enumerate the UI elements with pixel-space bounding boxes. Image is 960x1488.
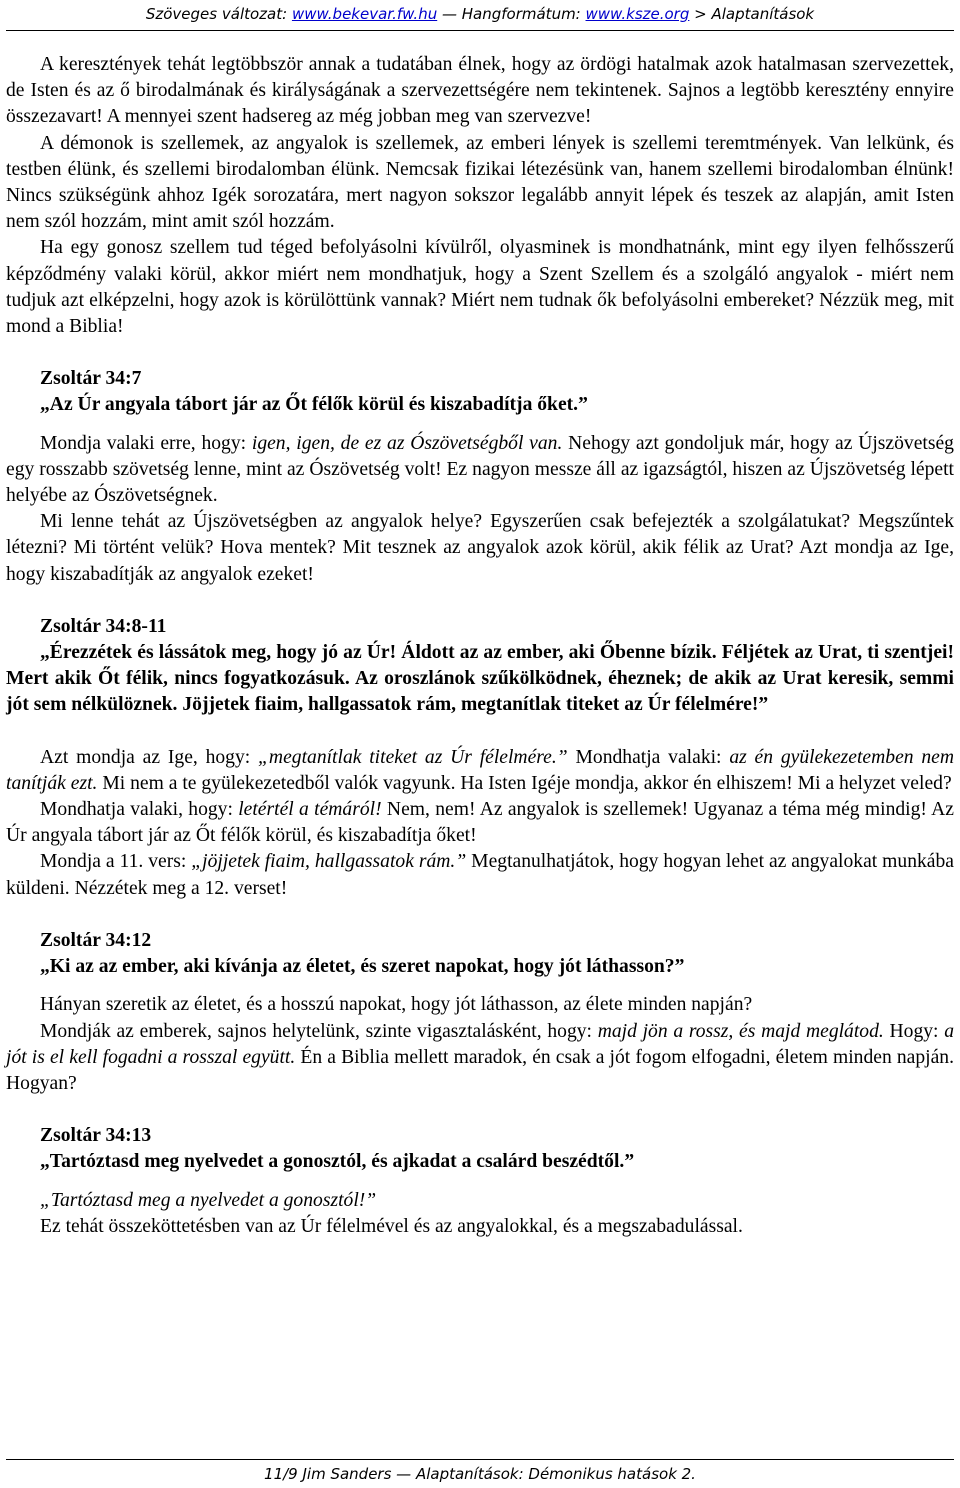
paragraph-12: Ez tehát összeköttetésben van az Úr félelmével és az angyalokkal, és a megszabadulással.: [40, 1215, 743, 1237]
italic-run: a jót is el kell fogadni a rosszal együtt.: [6, 1020, 954, 1068]
paragraph-8: [6, 849, 954, 901]
spacer: [6, 980, 954, 992]
italic-run: „jöjjetek fiaim, hallgassatok rám.”: [191, 851, 467, 873]
header-prefix: Szöveges változat:: [145, 5, 292, 23]
page-footer: 11/9 Jim Sanders — Alaptanítások: Démonikus hatások 2.: [264, 1465, 696, 1483]
header-middle: — Hangformátum:: [437, 5, 586, 23]
paragraph-7: [6, 797, 954, 849]
scripture-verse-4: „Tartóztasd meg nyelvedet a gonosztól, és ajkadat a csalárd beszédtől.”: [40, 1151, 635, 1173]
text-run: Mondják az emberek, sajnos helytelünk, szinte vigasztalásként, hogy:: [40, 1020, 598, 1042]
header-suffix: > Alaptanítások: [689, 5, 815, 23]
paragraph-10: [6, 1019, 954, 1098]
paragraph-2: A démonok is szellemek, az angyalok is szellemek, az emberi lények is szellemi teremtmények. Van lelkünk, és testben élünk, és szellemi birodalomban élünk. Nemcsak fizikai létezésünk van, hanem szellemi birodalomban élnünk! Nincs szükségünk ahhoz Igék sorozatára, mert nagyon sokszor legalább annyit lépek és teszek az alapján, amit Isten nem szól hozzám, mint amit szól hozzám.: [6, 132, 954, 233]
page-header: [0, 0, 960, 30]
text-run: Hogy:: [883, 1020, 945, 1042]
italic-run: az én gyülekezetemben nem tanítják ezt.: [6, 746, 955, 794]
text-run: Nem, nem! Az angyalok is szellemek! Ugyanaz a téma még mindig! Az Úr angyala tábort jár az Őt félők körül, és kiszabadítja őket!: [6, 799, 954, 847]
scripture-verse-2: „Érezzétek és lássátok meg, hogy jó az Úr! Áldott az az ember, aki Őbenne bízik. Féljétek az Urat, ti szentjei! Mert akik Őt félik, nincs fogyatkozásuk. Az oroszlánok szűkölködnek, éheznek; de akik az Urat keresik, semmi jót sem nélkülöznek. Jöjjetek fiaim, hallgassatok rám, megtanítlak titeket az Úr félelmére!”: [6, 642, 954, 716]
spacer: [6, 340, 954, 366]
italic-run: „Tartóztasd meg a nyelvedet a gonosztól!”: [40, 1189, 377, 1211]
scripture-reference-4: Zsoltár 34:13: [40, 1125, 152, 1147]
italic-run: letértél a témáról!: [238, 799, 382, 821]
scripture-reference-1: Zsoltár 34:7: [40, 368, 142, 390]
paragraph-6: [6, 745, 954, 797]
text-run: Mi nem a te gyülekezetedből valók vagyunk. Ha Isten Igéje mondja, akkor én elhiszem! Mi a helyzet veled?: [97, 772, 952, 794]
text-run: Én a Biblia mellett maradok, én csak a jót fogom elfogadni, életem minden napján. Hogyan?: [6, 1046, 954, 1094]
spacer: [6, 719, 954, 745]
paragraph-3: Ha egy gonosz szellem tud téged befolyásolni kívülről, olyasminek is mondhatnánk, mint egy ilyen felhősszerű képződmény valaki körül, akkor miért nem mondhatjuk, hogy a Szent Szellem és a szolgáló angyalok - miért nem tudjuk azt elképzelni, hogy azok is körülöttünk vannak? Miért nem tudnak ők befolyásolni embereket? Nézzük meg, mit mond a Biblia!: [6, 237, 954, 338]
scripture-reference-2: Zsoltár 34:8-11: [40, 615, 167, 637]
italic-run: majd jön a rossz, és majd meglátod.: [597, 1020, 884, 1042]
text-run: Mondja a 11. vers:: [40, 851, 192, 873]
paragraph-11: [6, 1188, 954, 1214]
paragraph-1: A keresztények tehát legtöbbször annak a tudatában élnek, hogy az ördögi hatalmak azok hatalmasan szervezettek, de Isten és az ő birodalmának és királyságának a szervezettségére nem tekintenek. Sajnos a legtöbb keresztény ennyire összezavart! A mennyei szent hadsereg az még jobban meg van szervezve!: [6, 54, 954, 128]
ksze-link[interactable]: www.ksze.org: [585, 5, 690, 23]
paragraph-4: [6, 431, 954, 510]
text-run: Mondhatja valaki:: [567, 746, 730, 768]
document-body: [6, 52, 954, 1240]
spacer: [6, 902, 954, 928]
paragraph-9: Hányan szeretik az életet, és a hosszú napokat, hogy jót láthasson, az élete minden napján?: [40, 994, 753, 1016]
text-run: Mondhatja valaki, hogy:: [40, 799, 239, 821]
scripture-verse-3: „Ki az az ember, aki kívánja az életet, és szeret napokat, hogy jót láthasson?”: [40, 956, 685, 978]
text-run: Nehogy azt gondoljuk már, hogy az Újszövetség egy rosszabb szövetség lenne, mint az Ószövetség volt! Ez nagyon messze áll az igazságtól, hiszen az Újszövetség lépett helyébe az Ószövetségnek.: [6, 432, 954, 507]
spacer: [6, 1176, 954, 1188]
italic-run: „megtanítlak titeket az Úr félelmére.”: [258, 746, 568, 768]
text-run: Azt mondja az Ige, hogy:: [40, 746, 259, 768]
italic-run: igen, igen, de ez az Ószövetségből van.: [251, 432, 563, 454]
text-run: Mondja valaki erre, hogy:: [40, 432, 252, 454]
bekevar-link[interactable]: www.bekevar.fw.hu: [291, 5, 438, 23]
header-divider: [6, 30, 954, 31]
spacer: [6, 419, 954, 431]
scripture-reference-3: Zsoltár 34:12: [40, 929, 152, 951]
spacer: [6, 1097, 954, 1123]
footer-divider: [6, 1459, 954, 1460]
text-run: Megtanulhatjátok, hogy hogyan lehet az angyalokat munkába küldeni. Nézzétek meg a 12. verset!: [6, 851, 954, 899]
spacer: [6, 588, 954, 614]
paragraph-5: Mi lenne tehát az Újszövetségben az angyalok helye? Egyszerűen csak befejezték a szolgálatukat? Megszűntek létezni? Mi történt velük? Hova mentek? Mit tesznek az angyalok azok körül, akik félik az Urat? Azt mondja az Ige, hogy kiszabadítják az angyalok ezeket!: [6, 511, 954, 585]
scripture-verse-1: „Az Úr angyala tábort jár az Őt félők körül és kiszabadítja őket.”: [40, 394, 588, 416]
